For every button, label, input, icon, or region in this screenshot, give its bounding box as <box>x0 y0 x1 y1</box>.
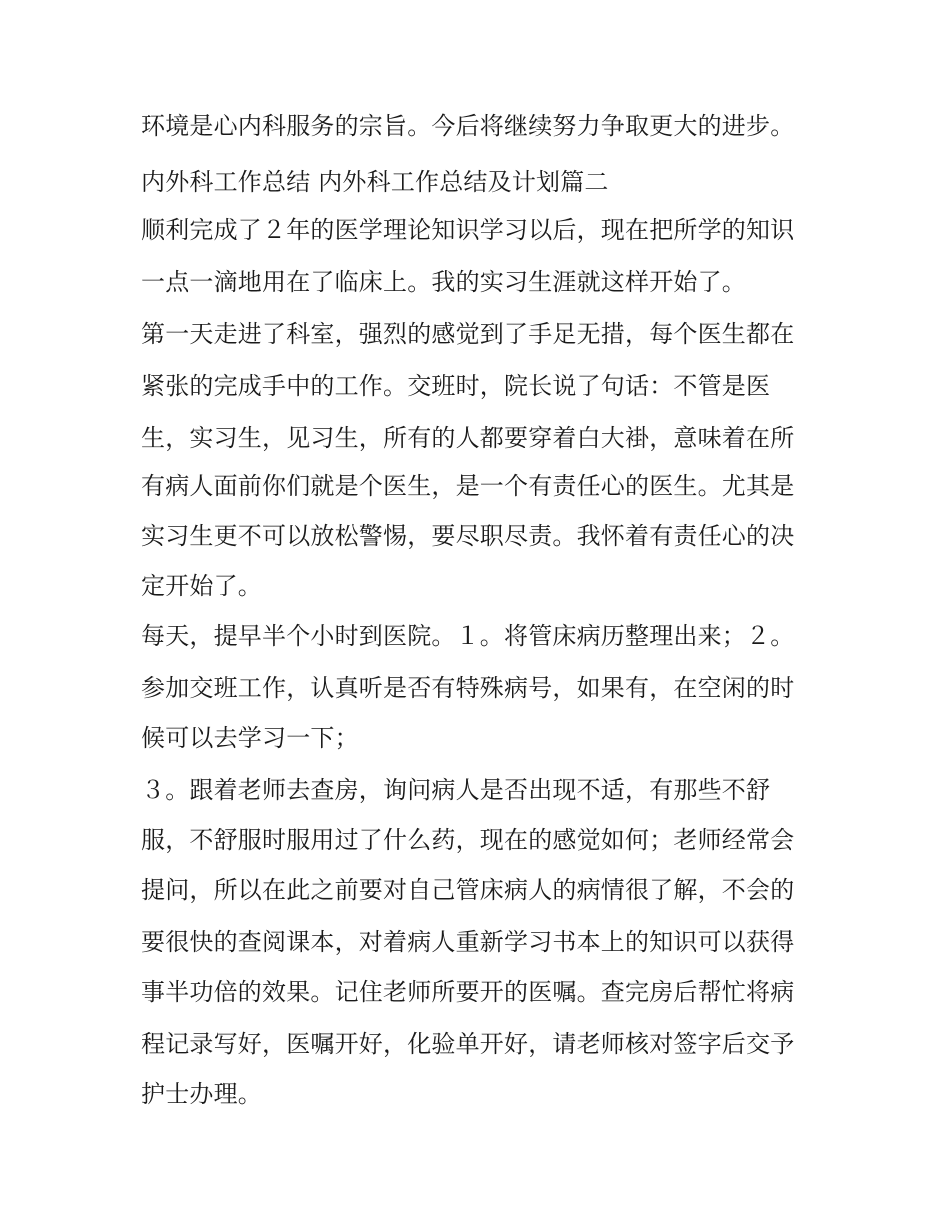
text-line: ３。跟着老师去查房，询问病人是否出现不适，有那些不舒 <box>141 776 771 804</box>
text-line: 候可以去学习一下； <box>141 724 359 752</box>
text-line: 环境是心内科服务的宗旨。今后将继续努力争取更大的进步。 <box>141 112 795 140</box>
text-line: 有病人面前你们就是个医生，是一个有责任心的医生。尤其是 <box>141 472 795 500</box>
text-line: 每天，提早半个小时到医院。１。将管床病历整理出来；２。 <box>141 622 795 650</box>
text-line: 程记录写好，医嘱开好，化验单开好，请老师核对签字后交予 <box>141 1030 795 1058</box>
text-line: 服，不舒服时服用过了什么药，现在的感觉如何；老师经常会 <box>141 826 795 854</box>
text-line: 事半功倍的效果。记住老师所要开的医嘱。查完房后帮忙将病 <box>141 978 795 1006</box>
text-line: 提问，所以在此之前要对自己管床病人的病情很了解，不会的 <box>141 876 795 904</box>
text-line: 第一天走进了科室，强烈的感觉到了手足无措，每个医生都在 <box>141 320 795 348</box>
text-line: 实习生更不可以放松警惕，要尽职尽责。我怀着有责任心的决 <box>141 522 795 550</box>
text-line: 护士办理。 <box>141 1080 262 1108</box>
text-line: 生，实习生，见习生，所有的人都要穿着白大褂，意味着在所 <box>141 424 795 452</box>
text-line: 定开始了。 <box>141 572 262 600</box>
text-line: 顺利完成了２年的医学理论知识学习以后，现在把所学的知识 <box>141 216 795 244</box>
text-line: 要很快的查阅课本，对着病人重新学习书本上的知识可以获得 <box>141 928 795 956</box>
text-line: 一点一滴地用在了临床上。我的实习生涯就这样开始了。 <box>141 268 746 296</box>
section-heading: 内外科工作总结 内外科工作总结及计划篇二 <box>141 168 609 196</box>
text-line: 参加交班工作，认真听是否有特殊病号，如果有，在空闲的时 <box>141 674 795 702</box>
text-line: 紧张的完成手中的工作。交班时，院长说了句话：不管是医 <box>141 372 771 400</box>
